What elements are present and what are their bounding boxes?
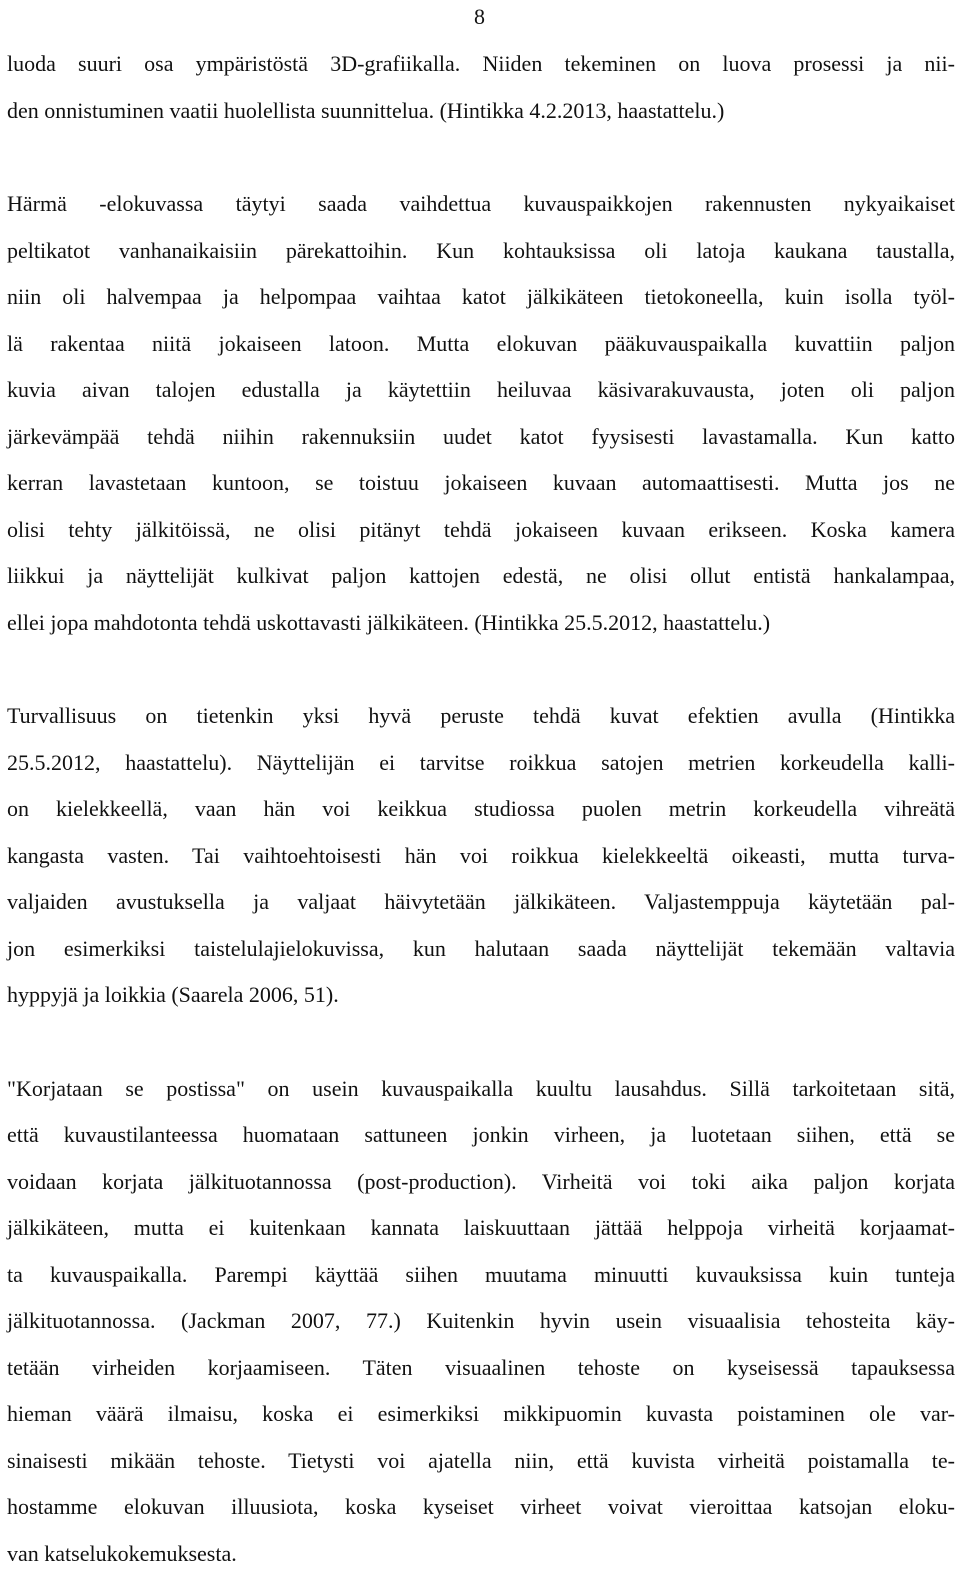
text-line: Härmä -elokuvassa täytyi saada vaihdettua kuvauspaikkojen rakennusten nykyaikaiset xyxy=(7,181,955,228)
text-line: den onnistuminen vaatii huolellista suunnittelua. (Hintikka 4.2.2013, haastattelu.) xyxy=(7,88,955,135)
text-line: hyppyjä ja loikkia (Saarela 2006, 51). xyxy=(7,972,955,1019)
text-line: että kuvaustilanteessa huomataan sattuneen jonkin virheen, ja luotetaan siihen, että se xyxy=(7,1112,955,1159)
text-line: ta kuvauspaikalla. Parempi käyttää siihen muutama minuutti kuvauksissa kuin tunteja xyxy=(7,1252,955,1299)
paragraph-2 xyxy=(7,181,955,646)
paragraph-1 xyxy=(7,41,955,134)
text-line: olisi tehty jälkitöissä, ne olisi pitänyt tehdä jokaiseen kuvaan erikseen. Koska kamera xyxy=(7,507,955,554)
text-line: jälkituotannossa. (Jackman 2007, 77.) Kuitenkin hyvin usein visuaalisia tehosteita käy- xyxy=(7,1298,955,1345)
text-line: voidaan korjata jälkituotannossa (post-production). Virheitä voi toki aika paljon korjata xyxy=(7,1159,955,1206)
text-line: kangasta vasten. Tai vaihtoehtoisesti hän voi roikkua kielekkeeltä oikeasti, mutta turva- xyxy=(7,833,955,880)
text-line: van katselukokemuksesta. xyxy=(7,1531,955,1577)
text-line: Turvallisuus on tietenkin yksi hyvä peruste tehdä kuvat efektien avulla (Hintikka xyxy=(7,693,955,740)
text-line: 25.5.2012, haastattelu). Näyttelijän ei tarvitse roikkua satojen metrien korkeudella kalli- xyxy=(7,740,955,787)
text-line: liikkui ja näyttelijät kulkivat paljon kattojen edestä, ne olisi ollut entistä hankalampaa, xyxy=(7,553,955,600)
text-line: jälkikäteen, mutta ei kuitenkaan kannata laiskuuttaan jättää helppoja virheitä korjaamat- xyxy=(7,1205,955,1252)
paragraph-4 xyxy=(7,1066,955,1577)
text-line: sinaisesti mikään tehoste. Tietysti voi ajatella niin, että kuvista virheitä poistamalla te- xyxy=(7,1438,955,1485)
text-line: hieman väärä ilmaisu, koska ei esimerkiksi mikkipuomin kuvasta poistaminen ole var- xyxy=(7,1391,955,1438)
text-line: luoda suuri osa ympäristöstä 3D-grafiikalla. Niiden tekeminen on luova prosessi ja nii- xyxy=(7,41,955,88)
text-line: on kielekkeellä, vaan hän voi keikkua studiossa puolen metrin korkeudella vihreätä xyxy=(7,786,955,833)
text-line: niin oli halvempaa ja helpompaa vaihtaa katot jälkikäteen tietokoneella, kuin isolla työl- xyxy=(7,274,955,321)
text-line: peltikatot vanhanaikaisiin pärekattoihin. Kun kohtauksissa oli latoja kaukana taustalla, xyxy=(7,228,955,275)
text-line: jon esimerkiksi taistelulajielokuvissa, kun halutaan saada näyttelijät tekemään valtavia xyxy=(7,926,955,973)
text-line: lä rakentaa niitä jokaiseen latoon. Mutta elokuvan pääkuvauspaikalla kuvattiin paljon xyxy=(7,321,955,368)
document-body xyxy=(7,41,955,1577)
paragraph-3 xyxy=(7,693,955,1019)
text-line: hostamme elokuvan illuusiota, koska kyseiset virheet voivat vieroittaa katsojan eloku- xyxy=(7,1484,955,1531)
text-line: tetään virheiden korjaamiseen. Täten visuaalinen tehoste on kyseisessä tapauksessa xyxy=(7,1345,955,1392)
text-line: ellei jopa mahdotonta tehdä uskottavasti jälkikäteen. (Hintikka 25.5.2012, haastattelu.) xyxy=(7,600,955,647)
text-line: valjaiden avustuksella ja valjaat häivytetään jälkikäteen. Valjastemppuja käytetään pal- xyxy=(7,879,955,926)
text-line: kuvia aivan talojen edustalla ja käytettiin heiluvaa käsivarakuvausta, joten oli paljon xyxy=(7,367,955,414)
text-line: "Korjataan se postissa" on usein kuvauspaikalla kuultu lausahdus. Sillä tarkoitetaan sitä, xyxy=(7,1066,955,1113)
text-line: kerran lavastetaan kuntoon, se toistuu jokaiseen kuvaan automaattisesti. Mutta jos ne xyxy=(7,460,955,507)
text-line: järkevämpää tehdä niihin rakennuksiin uudet katot fyysisesti lavastamalla. Kun katto xyxy=(7,414,955,461)
page-number: 8 xyxy=(474,2,485,32)
